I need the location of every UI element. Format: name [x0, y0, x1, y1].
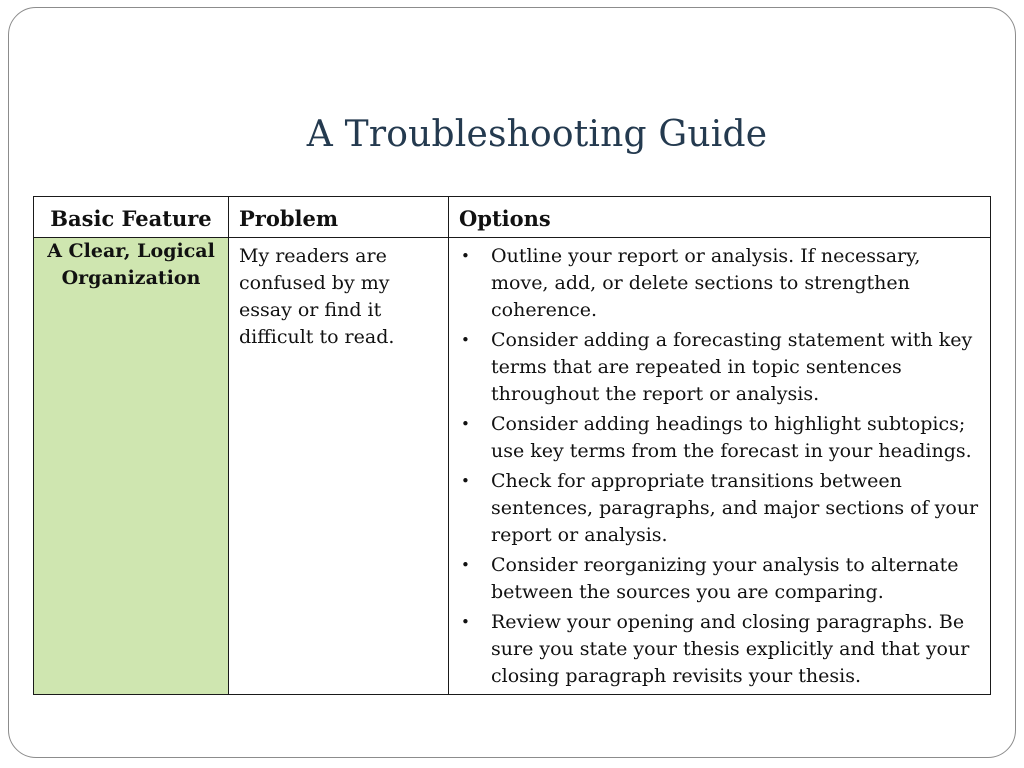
- option-item: [457, 468, 982, 549]
- option-item: [457, 411, 982, 465]
- problem-cell: My readers are confused by my essay or find it difficult to read.: [229, 238, 449, 695]
- option-text: Consider reorganizing your analysis to alternate between the sources you are comparing.: [491, 554, 959, 603]
- bullet-icon: •: [461, 331, 470, 349]
- option-text: Consider adding a forecasting statement with key terms that are repeated in topic sentences throughout the report or analysis.: [491, 329, 973, 405]
- bullet-icon: •: [461, 472, 470, 490]
- option-item: [457, 609, 982, 690]
- options-list: [457, 243, 982, 690]
- option-item: [457, 243, 982, 324]
- option-text: Outline your report or analysis. If necessary, move, add, or delete sections to strengthen coherence.: [491, 245, 921, 321]
- option-text: Review your opening and closing paragraphs. Be sure you state your thesis explicitly and that your closing paragraph revisits your thesis.: [491, 611, 970, 687]
- header-options: Options: [449, 197, 991, 238]
- option-item: [457, 327, 982, 408]
- page-title: A Troubleshooting Guide: [306, 114, 768, 155]
- options-cell: [449, 238, 991, 695]
- table-row: [34, 238, 991, 695]
- bullet-icon: •: [461, 247, 470, 265]
- feature-cell: A Clear, Logical Organization: [34, 238, 229, 695]
- option-text: Consider adding headings to highlight subtopics; use key terms from the forecast in your headings.: [491, 413, 972, 462]
- bullet-icon: •: [461, 556, 470, 574]
- option-text: Check for appropriate transitions between sentences, paragraphs, and major sections of your report or analysis.: [491, 470, 979, 546]
- table-header-row: [34, 197, 991, 238]
- header-problem: Problem: [229, 197, 449, 238]
- troubleshooting-table: [33, 196, 991, 695]
- option-item: [457, 552, 982, 606]
- bullet-icon: •: [461, 415, 470, 433]
- header-basic-feature: Basic Feature: [34, 197, 229, 238]
- bullet-icon: •: [461, 613, 470, 631]
